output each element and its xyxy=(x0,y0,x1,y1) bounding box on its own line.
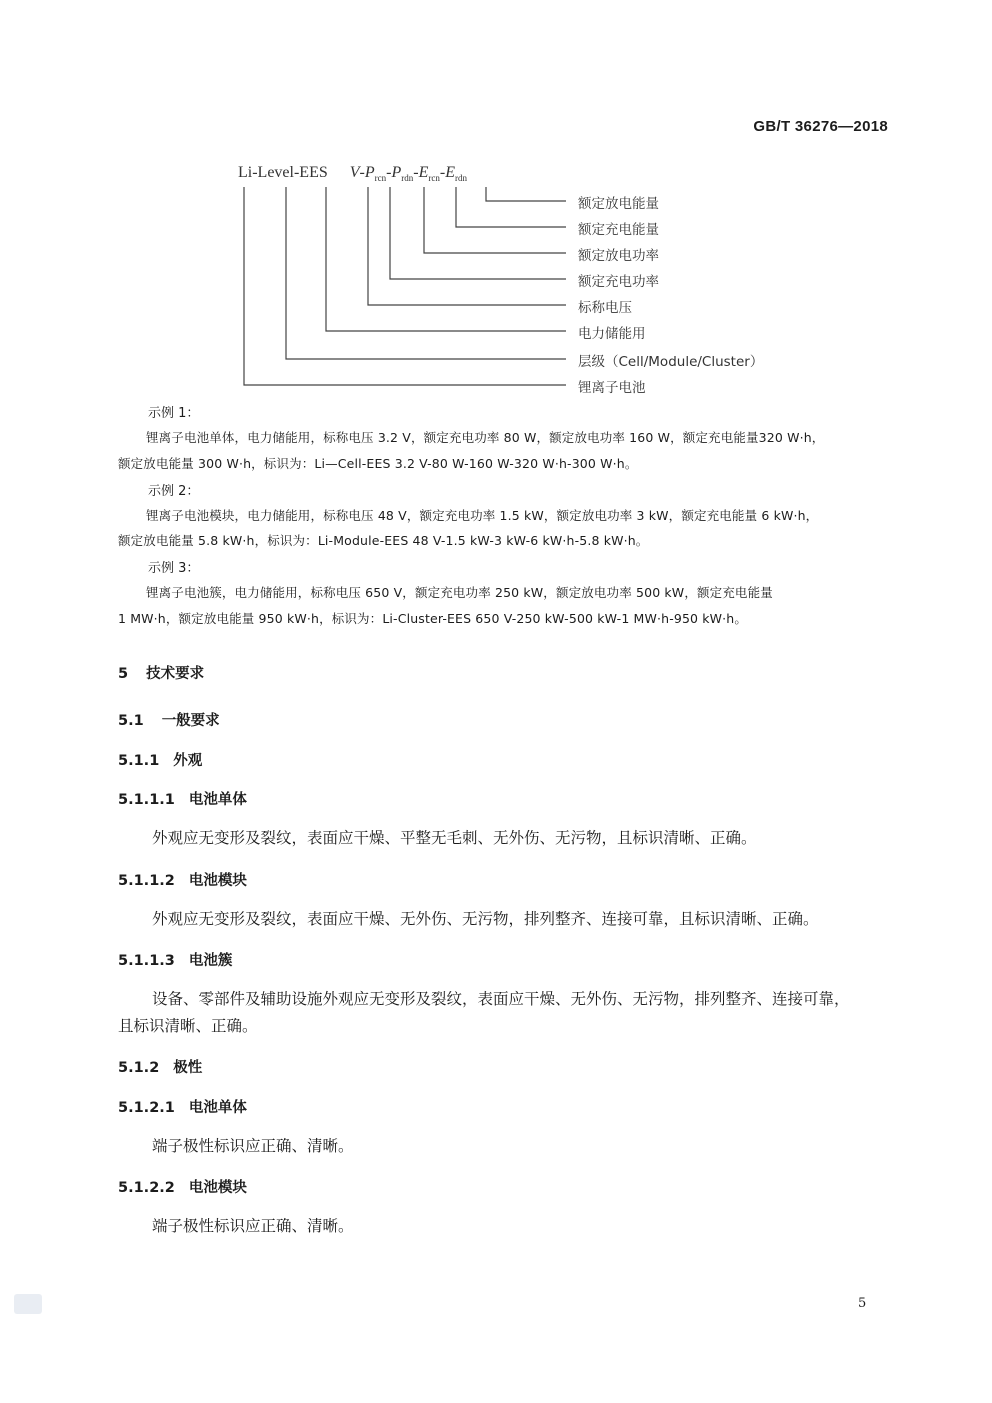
section-number: 5.1.1.1 xyxy=(118,792,175,808)
example-line: 锂离子电池模块，电力储能用，标称电压 48 V，额定充电功率 1.5 kW，额定放电功率 3 kW，额定充电能量 6 kW·h， xyxy=(146,508,819,523)
connector-line xyxy=(486,187,566,201)
section-title: 技术要求 xyxy=(146,666,205,682)
section-heading xyxy=(118,949,232,970)
example-title: 示例 1： xyxy=(148,406,200,421)
diagram-label: 额定充电能量 xyxy=(578,222,659,238)
section-title: 外观 xyxy=(173,753,203,769)
connector-line xyxy=(368,187,566,305)
section-number: 5 xyxy=(118,666,129,682)
section-number: 5.1 xyxy=(118,713,144,729)
formula-e2: E xyxy=(445,164,455,181)
section-paragraph: 外观应无变形及裂纹，表面应干燥、无外伤、无污物，排列整齐、连接可靠，且标识清晰、正确。 xyxy=(152,910,819,928)
section-number: 5.1.2 xyxy=(118,1060,160,1076)
section-paragraph: 且标识清晰、正确。 xyxy=(118,1017,258,1035)
section-paragraph: 端子极性标识应正确、清晰。 xyxy=(152,1217,354,1235)
formula-e2-sub: rdn xyxy=(454,173,467,184)
example-line: 锂离子电池簇，电力储能用，标称电压 650 V，额定充电功率 250 kW，额定放电功率 500 kW，额定充电能量 xyxy=(146,585,773,600)
section-paragraph: 端子极性标识应正确、清晰。 xyxy=(152,1137,354,1155)
formula-p2-sub: rdn xyxy=(401,173,414,184)
section-title: 极性 xyxy=(173,1060,203,1076)
formula-prefix: Li-Level-EES xyxy=(238,164,328,181)
connector-line xyxy=(286,187,566,359)
page-number: 5 xyxy=(858,1296,867,1311)
connector-line xyxy=(424,187,566,253)
standard-number: GB/T 36276—2018 xyxy=(753,118,888,135)
section-heading xyxy=(118,662,204,683)
diagram-label: 电力储能用 xyxy=(578,326,646,342)
connector-line xyxy=(456,187,566,227)
section-title: 电池单体 xyxy=(188,1100,247,1116)
section-number: 5.1.1.3 xyxy=(118,953,175,969)
section-heading xyxy=(118,1096,247,1117)
section-number: 5.1.1 xyxy=(118,753,160,769)
section-title: 一般要求 xyxy=(161,713,220,729)
section-paragraph: 设备、零部件及辅助设施外观应无变形及裂纹，表面应干燥、无外伤、无污物，排列整齐、连接可靠， xyxy=(152,990,850,1008)
diagram-label: 额定充电功率 xyxy=(578,274,659,290)
formula-p1: P xyxy=(364,164,375,181)
section-title: 电池模块 xyxy=(188,1180,247,1196)
example-title: 示例 3： xyxy=(148,561,200,576)
formula-dash: - xyxy=(413,164,419,181)
example-line: 额定放电能量 300 W·h，标识为：Li—Cell-EES 3.2 V-80 W-160 W-320 W·h-300 W·h。 xyxy=(118,456,638,471)
formula-p1-sub: rcn xyxy=(374,173,387,184)
formula-dash: - xyxy=(359,164,365,181)
section-title: 电池簇 xyxy=(188,953,233,969)
section-number: 5.1.1.2 xyxy=(118,873,175,889)
diagram-label: 额定放电能量 xyxy=(578,196,659,212)
formula-p2: P xyxy=(391,164,402,181)
section-number: 5.1.2.2 xyxy=(118,1180,175,1196)
example-title: 示例 2： xyxy=(148,484,200,499)
section-heading xyxy=(118,1176,247,1197)
diagram-label: 层级（Cell/Module/Cluster） xyxy=(578,354,764,370)
section-paragraph: 外观应无变形及裂纹，表面应干燥、平整无毛刺、无外伤、无污物，且标识清晰、正确。 xyxy=(152,829,757,847)
connector-line xyxy=(244,187,566,385)
formula-v: V xyxy=(349,164,360,181)
section-heading xyxy=(118,749,202,770)
designation-connector-lines xyxy=(0,0,992,400)
example-line: 锂离子电池单体，电力储能用，标称电压 3.2 V，额定充电功率 80 W，额定放电功率 160 W，额定充电能量320 W·h， xyxy=(146,430,825,445)
section-heading xyxy=(118,709,220,730)
section-heading xyxy=(118,869,247,890)
diagram-label: 额定放电功率 xyxy=(578,248,659,264)
section-title: 电池模块 xyxy=(188,873,247,889)
formula-e1-sub: rcn xyxy=(428,173,440,184)
section-number: 5.1.2.1 xyxy=(118,1100,175,1116)
example-line: 额定放电能量 5.8 kW·h，标识为：Li-Module-EES 48 V-1.5 kW-3 kW-6 kW·h-5.8 kW·h。 xyxy=(118,533,649,548)
diagram-label: 锂离子电池 xyxy=(578,380,646,396)
diagram-label: 标称电压 xyxy=(578,300,632,316)
section-title: 电池单体 xyxy=(188,792,247,808)
connector-line xyxy=(326,187,566,331)
section-heading xyxy=(118,1056,202,1077)
example-line: 1 MW·h，额定放电能量 950 kW·h，标识为：Li-Cluster-EES 650 V-250 kW-500 kW-1 MW·h-950 kW·h。 xyxy=(118,611,748,626)
section-heading xyxy=(118,788,247,809)
formula-e1: E xyxy=(418,164,429,181)
formula-dash: - xyxy=(386,164,392,181)
formula-dash: - xyxy=(439,164,446,181)
watermark-stamp xyxy=(14,1294,42,1314)
